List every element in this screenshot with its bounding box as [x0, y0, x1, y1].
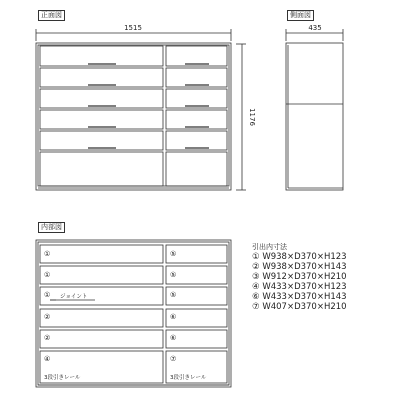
inner-view-title: 内部図: [38, 222, 65, 233]
drawer-marker: ①: [44, 271, 51, 279]
front-drawer-right: [166, 110, 227, 129]
side-cabinet-outline: [286, 43, 343, 190]
front-view-title: 正面図: [38, 10, 65, 21]
front-cabinet-outline: [36, 43, 231, 190]
side-view-title: 側面図: [287, 10, 314, 21]
drawer-marker: ⑤: [170, 271, 177, 279]
front-drawer-left: [40, 89, 163, 108]
rail-note-right: 3段引きレール: [170, 375, 207, 381]
height-label: 1176: [248, 108, 256, 126]
front-handles: [88, 64, 209, 148]
front-drawer-left: [40, 110, 163, 129]
drawer-marker: ⑥: [170, 313, 177, 321]
depth-label: 435: [308, 24, 322, 32]
drawer-marker: ⑦: [170, 355, 177, 363]
front-drawer-right: [166, 89, 227, 108]
front-drawer-right: [166, 131, 227, 150]
spec-item: ① W938×D370×H123: [252, 252, 347, 262]
inner-drawer-left: [40, 266, 163, 284]
side-view: [286, 29, 343, 190]
front-drawer-left: [40, 46, 163, 66]
width-label: 1515: [124, 24, 142, 32]
spec-item: ② W938×D370×H143: [252, 262, 347, 272]
front-drawer-left: [40, 68, 163, 87]
drawer-marker: ①: [44, 250, 51, 258]
rail-note-left: 3段引きレール: [44, 375, 81, 381]
drawer-marker: ⑥: [170, 334, 177, 342]
inner-markers-right: [170, 250, 176, 363]
drawer-marker: ④: [44, 355, 51, 363]
inner-drawer-left: [40, 245, 163, 263]
front-drawer-left: [40, 131, 163, 150]
front-drawer-left: [40, 152, 163, 186]
inner-markers-left: [44, 250, 50, 363]
inner-view: [36, 240, 231, 387]
drawer-marker: ⑤: [170, 250, 177, 258]
drawer-marker: ②: [44, 313, 51, 321]
inner-drawer-left: [40, 287, 163, 305]
spec-item: ③ W912×D370×H210: [252, 272, 347, 282]
front-drawer-right: [166, 68, 227, 87]
drawer-marker: ②: [44, 334, 51, 342]
spec-item: ④ W433×D370×H123: [252, 282, 347, 292]
spec-title: 引出内寸法: [252, 243, 287, 251]
spec-item: ⑥ W433×D370×H143: [252, 292, 347, 302]
inner-cabinet-outline: [36, 240, 231, 387]
front-drawer-right: [166, 152, 227, 186]
inner-drawer-left: [40, 309, 163, 327]
drawer-marker: ①: [44, 291, 51, 299]
front-view: [36, 29, 246, 190]
joint-note: ジョイント: [60, 294, 88, 300]
inner-drawer-left: [40, 330, 163, 348]
spec-item: ⑦ W407×D370×H210: [252, 302, 347, 312]
drawer-marker: ⑤: [170, 291, 177, 299]
front-drawer-right: [166, 46, 227, 66]
